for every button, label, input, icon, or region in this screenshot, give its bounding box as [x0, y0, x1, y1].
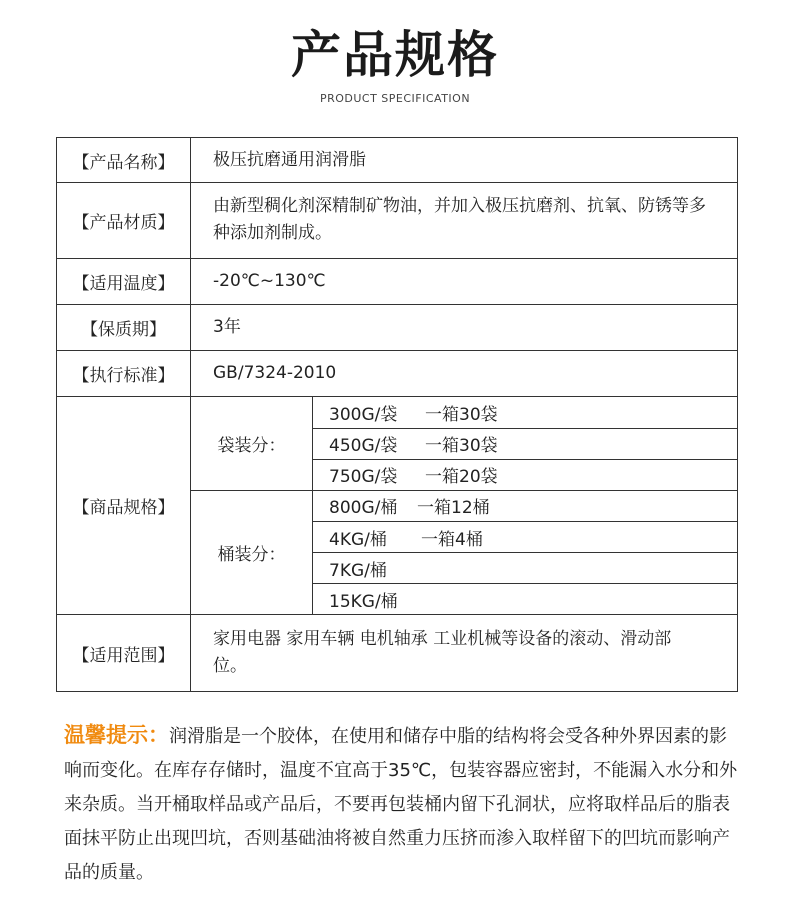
table-row [57, 183, 738, 258]
name-value: 极压抗磨通用润滑脂 [191, 138, 738, 183]
standard-label: 【执行标准】 [57, 351, 191, 397]
table-row [57, 258, 738, 304]
material-label: 【产品材质】 [57, 183, 191, 258]
barrel-item: 15KG/桶 [313, 584, 738, 615]
table-row [57, 397, 738, 428]
table-row [57, 615, 738, 692]
barrel-item: 800G/桶 一箱12桶 [313, 490, 738, 521]
temp-value: -20℃~130℃ [191, 258, 738, 304]
barrel-label: 桶装分： [191, 490, 313, 615]
table-row [57, 304, 738, 350]
temp-label: 【适用温度】 [57, 258, 191, 304]
table-row [57, 138, 738, 183]
standard-value: GB/7324-2010 [191, 351, 738, 397]
scope-label: 【适用范围】 [57, 615, 191, 692]
bag-item: 750G/袋 一箱20袋 [313, 459, 738, 490]
table-row [57, 351, 738, 397]
tip-label: 温馨提示： [64, 723, 169, 747]
bag-label: 袋装分： [191, 397, 313, 490]
tip-text: 润滑脂是一个胶体，在使用和储存中脂的结构将会受各种外界因素的影响而变化。在库存存储时，温度不宜高于35℃，包装容器应密封，不能漏入水分和外来杂质。当开桶取样品或产品后，不要再包装桶内留下孔洞状，应将取样品后的脂表面抹平防止出现凹坑，否则基础油将被自然重力压挤而渗入取样留下的凹坑而影响产品的质量。 [64, 726, 738, 883]
scope-value: 家用电器 家用车辆 电机轴承 工业机械等设备的滚动、滑动部位。 [191, 615, 738, 692]
shelf-label: 【保质期】 [57, 304, 191, 350]
material-value: 由新型稠化剂深精制矿物油，并加入极压抗磨剂、抗氧、防锈等多种添加剂制成。 [191, 183, 738, 258]
barrel-item: 4KG/桶 一箱4桶 [313, 522, 738, 553]
page-subtitle: PRODUCT SPECIFICATION [319, 92, 471, 105]
spec-label: 【商品规格】 [57, 397, 191, 615]
shelf-value: 3年 [191, 304, 738, 350]
spec-table [56, 137, 738, 692]
bag-item: 450G/袋 一箱30袋 [313, 428, 738, 459]
page-title: 产品规格 [291, 26, 499, 84]
tip-paragraph [64, 718, 744, 890]
name-label: 【产品名称】 [57, 138, 191, 183]
barrel-item: 7KG/桶 [313, 553, 738, 584]
bag-item: 300G/袋 一箱30袋 [313, 397, 738, 428]
